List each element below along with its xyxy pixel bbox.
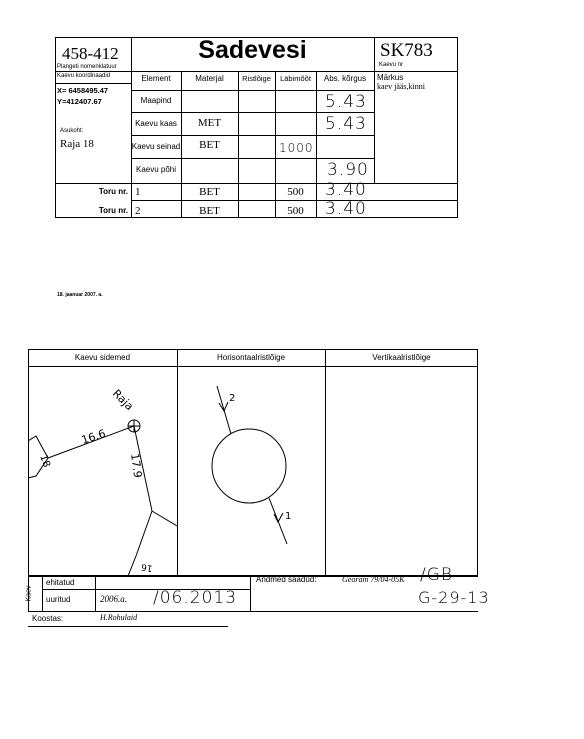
well-number-label: Kaevu nr <box>379 62 404 68</box>
row-diameter: 1000 <box>279 141 314 155</box>
horizontal-section-sketch <box>177 366 325 576</box>
compiled-label: Koostas: <box>32 614 64 623</box>
row-material: MET <box>197 117 222 129</box>
divider <box>55 71 131 72</box>
panel-horizontal-title: Horisontaalristlõige <box>216 353 286 362</box>
divider <box>28 626 228 627</box>
building-number: 16 <box>140 561 154 573</box>
divider <box>238 71 239 218</box>
divider <box>28 611 478 612</box>
col-section: Ristlõige <box>242 74 271 83</box>
row-height: 3.90 <box>327 160 369 180</box>
location-label: Asukoht: <box>60 128 84 134</box>
map-sheet-label: Plangeti nomenklatuur <box>57 64 117 70</box>
row-element: Kaevu seinad <box>131 142 181 151</box>
divider <box>55 83 131 84</box>
arrow-icon <box>219 402 228 411</box>
coord-y: Y=412407.67 <box>57 97 102 106</box>
pipe-number: 1 <box>135 186 141 198</box>
divider <box>42 576 43 611</box>
pipe-material: BET <box>199 186 220 198</box>
page-title: Sadevesi <box>198 36 307 64</box>
panel-vertical-title: Vertikaalristlõige <box>372 353 431 362</box>
pipe-number: 2 <box>135 205 141 217</box>
building-outline <box>152 511 177 526</box>
handwritten-code: /GB <box>420 565 454 585</box>
compiled-by: H.Rohulaid <box>100 613 138 622</box>
surveyed-label: uuritud <box>46 595 71 604</box>
row-element: Kaevu põhi <box>135 165 177 174</box>
pipe-diameter: 500 <box>287 186 304 198</box>
divider <box>316 71 317 218</box>
divider <box>95 576 96 611</box>
divider <box>131 158 374 159</box>
row-height: 5.43 <box>325 92 367 112</box>
remarks-label: Märkus <box>377 73 404 82</box>
divider <box>325 349 326 576</box>
divider <box>131 200 458 201</box>
pipe-height: 3.40 <box>325 180 367 200</box>
divider <box>131 71 458 72</box>
surveyed-handwritten: /06.2013 <box>153 588 238 608</box>
row-material: BET <box>199 139 220 151</box>
divider <box>131 90 374 91</box>
building-number: 18 <box>37 453 52 469</box>
well-circle <box>212 429 286 503</box>
built-label: ehitatud <box>46 578 75 587</box>
remarks-value: kaev jääs,kinni <box>377 82 425 91</box>
road-label: Raja <box>109 386 137 414</box>
distance-label: 17.9 <box>128 452 145 479</box>
col-material: Materjal <box>195 74 224 83</box>
coord-x: X= 6458495.47 <box>57 86 109 95</box>
map-sheet-number: 458-412 <box>62 44 119 63</box>
row-element: Maapind <box>140 96 172 105</box>
pipe-diameter: 500 <box>287 205 304 217</box>
surveyed-date: 2006.a. <box>100 594 127 604</box>
distance-label: 16.6 <box>79 426 108 447</box>
pipe-out-label: 1 <box>285 511 292 522</box>
panel-connections-title: Kaevu sidemed <box>74 353 131 362</box>
divider <box>131 135 374 136</box>
divider <box>55 183 458 184</box>
col-element: Element <box>141 74 171 83</box>
row-element: Kaevu kaas <box>135 119 177 128</box>
col-diameter: Läbimõõt <box>280 74 311 83</box>
pipe-height: 3.40 <box>325 199 367 219</box>
handwritten-ref: G-29-13 <box>418 588 490 607</box>
source-label: Andmed saadud: <box>256 575 317 584</box>
divider <box>250 576 251 611</box>
connections-sketch <box>28 366 177 576</box>
col-abs-height: Abs. kõrgus <box>323 74 367 83</box>
well-number: SK783 <box>380 40 433 61</box>
row-height: 5.43 <box>325 114 367 134</box>
date-note: 18. jaanuar 2007. a. <box>57 292 103 298</box>
pipe-material: BET <box>199 205 220 217</box>
divider <box>374 71 375 183</box>
source-value: Georam 79/04-05K <box>342 575 405 584</box>
coords-label: Kaevu koordinaadid <box>57 73 111 79</box>
pipe-in-label: 2 <box>229 393 236 404</box>
pipe-label: Toru nr. <box>98 206 128 215</box>
side-label: Kaev <box>25 585 33 602</box>
divider <box>131 112 374 113</box>
location-value: Raja 18 <box>60 138 94 150</box>
pipe-label: Toru nr. <box>98 187 128 196</box>
